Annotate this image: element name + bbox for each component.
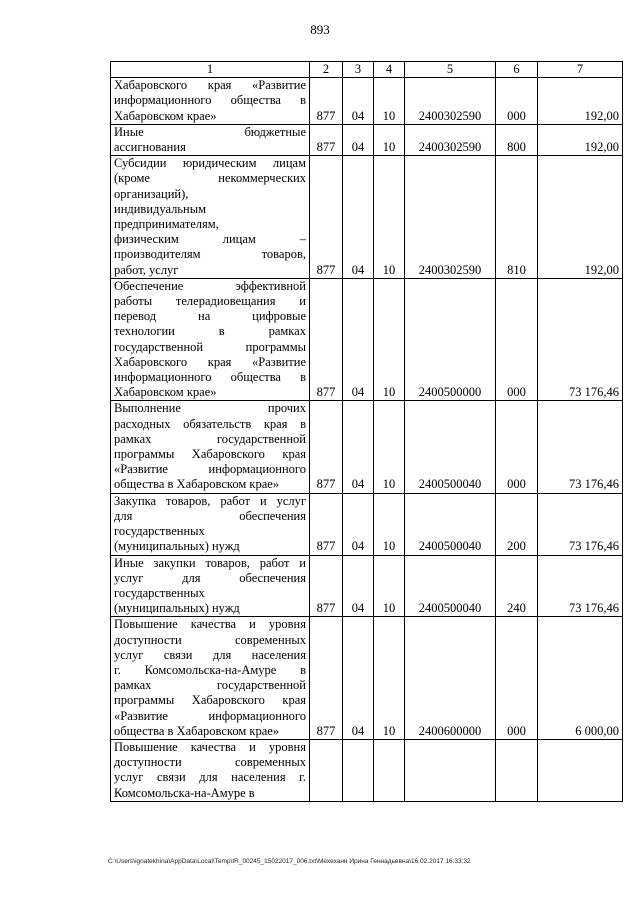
subsection-code: 10 — [374, 617, 405, 740]
description-line: информационного общества в — [114, 370, 306, 385]
expense-type-code: 000 — [496, 278, 538, 401]
table-row — [111, 555, 623, 617]
description-line: Иные бюджетные — [114, 124, 306, 139]
description-line: общества в Хабаровском крае» — [114, 477, 280, 492]
amount: 192,00 — [538, 78, 623, 125]
description-line: рамках государственной — [114, 431, 306, 446]
description-line: доступности современных — [114, 632, 306, 647]
description-line: «Развитие информационного — [114, 708, 306, 723]
section-code: 04 — [343, 617, 374, 740]
row-description — [111, 617, 310, 740]
subsection-code: 10 — [374, 555, 405, 617]
budget-table — [110, 61, 623, 802]
section-code — [343, 739, 374, 801]
row-description — [111, 156, 310, 279]
subsection-code: 10 — [374, 401, 405, 493]
description-line: услуг связи для населения — [114, 647, 306, 662]
description-line: физическим лицам – — [114, 232, 306, 247]
expense-type-code: 800 — [496, 124, 538, 155]
description-line: Хабаровского края «Развитие — [114, 78, 306, 93]
target-article-code: 2400302590 — [405, 78, 496, 125]
subsection-code: 10 — [374, 278, 405, 401]
row-description — [111, 493, 310, 555]
target-article-code: 2400500040 — [405, 401, 496, 493]
expense-type-code: 000 — [496, 617, 538, 740]
ministry-code: 877 — [310, 555, 343, 617]
section-code: 04 — [343, 156, 374, 279]
header-col-2: 2 — [310, 62, 343, 78]
description-line: общества в Хабаровском крае» — [114, 723, 280, 738]
ministry-code: 877 — [310, 124, 343, 155]
page-number: 893 — [310, 22, 330, 37]
amount — [538, 739, 623, 801]
ministry-code: 877 — [310, 493, 343, 555]
target-article-code: 2400500000 — [405, 278, 496, 401]
description-line: Закупка товаров, работ и услуг — [114, 493, 306, 508]
description-line: работ, услуг — [114, 262, 179, 277]
table-row — [111, 156, 623, 279]
subsection-code: 10 — [374, 156, 405, 279]
expense-type-code: 200 — [496, 493, 538, 555]
description-line: программы Хабаровского края — [114, 693, 306, 708]
section-code: 04 — [343, 124, 374, 155]
description-line: услуг связи для населения г. — [114, 770, 306, 785]
description-line: г. Комсомольска-на-Амуре в — [114, 662, 306, 677]
description-line: Хабаровском крае» — [114, 385, 217, 400]
description-line: Субсидии юридическим лицам — [114, 156, 306, 171]
section-code: 04 — [343, 493, 374, 555]
expense-type-code — [496, 739, 538, 801]
table-row — [111, 278, 623, 401]
description-line: расходных обязательств края в — [114, 416, 306, 431]
description-line: государственных — [114, 524, 205, 539]
description-line: для обеспечения — [114, 508, 306, 523]
row-description — [111, 739, 310, 801]
row-description — [111, 124, 310, 155]
amount: 192,00 — [538, 124, 623, 155]
subsection-code: 10 — [374, 493, 405, 555]
description-line: (муниципальных) нужд — [114, 539, 240, 554]
header-col-3: 3 — [343, 62, 374, 78]
description-line: технологии в рамках — [114, 324, 306, 339]
table-row — [111, 401, 623, 493]
description-line: Выполнение прочих — [114, 401, 306, 416]
description-line: государственной программы — [114, 339, 306, 354]
description-line: индивидуальным — [114, 201, 207, 216]
description-line: перевод на цифровые — [114, 309, 306, 324]
target-article-code: 2400302590 — [405, 156, 496, 279]
header-col-7: 7 — [538, 62, 623, 78]
ministry-code: 877 — [310, 278, 343, 401]
description-line: ассигнования — [114, 140, 186, 155]
table-row — [111, 78, 623, 125]
file-path-footer: C:\Users\ignatekhina\AppData\Local\Temp\IR_00245_15022017_006.txt\Мехеханн Ирина Геннадьевна\16.02.2017 16:33:32 — [108, 858, 471, 865]
section-code: 04 — [343, 278, 374, 401]
expense-type-code: 810 — [496, 156, 538, 279]
description-line: организаций), — [114, 186, 189, 201]
header-col-4: 4 — [374, 62, 405, 78]
description-line: государственных — [114, 585, 205, 600]
description-line: услуг для обеспечения — [114, 570, 306, 585]
target-article-code — [405, 739, 496, 801]
target-article-code: 2400600000 — [405, 617, 496, 740]
description-line: Иные закупки товаров, работ и — [114, 555, 306, 570]
description-line: Хабаровского края «Развитие — [114, 354, 306, 369]
description-line: доступности современных — [114, 755, 306, 770]
ministry-code: 877 — [310, 78, 343, 125]
description-line: (муниципальных) нужд — [114, 601, 240, 616]
amount: 73 176,46 — [538, 493, 623, 555]
description-line: Повышение качества и уровня — [114, 739, 306, 754]
description-line: работы телерадиовещания и — [114, 294, 306, 309]
ministry-code: 877 — [310, 617, 343, 740]
description-line: информационного общества в — [114, 93, 306, 108]
table-header-row — [111, 62, 623, 78]
expense-type-code: 000 — [496, 78, 538, 125]
description-line: Повышение качества и уровня — [114, 617, 306, 632]
subsection-code: 10 — [374, 78, 405, 125]
target-article-code: 2400302590 — [405, 124, 496, 155]
section-code: 04 — [343, 401, 374, 493]
table-row — [111, 739, 623, 801]
amount: 6 000,00 — [538, 617, 623, 740]
description-line: Комсомольска-на-Амуре в — [114, 785, 255, 800]
header-col-5: 5 — [405, 62, 496, 78]
amount: 73 176,46 — [538, 555, 623, 617]
expense-type-code: 000 — [496, 401, 538, 493]
ministry-code — [310, 739, 343, 801]
amount: 73 176,46 — [538, 401, 623, 493]
description-line: Обеспечение эффективной — [114, 278, 306, 293]
table-row — [111, 493, 623, 555]
target-article-code: 2400500040 — [405, 555, 496, 617]
row-description — [111, 278, 310, 401]
header-col-1: 1 — [111, 62, 310, 78]
description-line: предпринимателям, — [114, 217, 219, 232]
table-row — [111, 617, 623, 740]
section-code: 04 — [343, 555, 374, 617]
description-line: «Развитие информационного — [114, 462, 306, 477]
ministry-code: 877 — [310, 401, 343, 493]
description-line: Хабаровском крае» — [114, 108, 217, 123]
row-description — [111, 555, 310, 617]
amount: 192,00 — [538, 156, 623, 279]
description-line: производителям товаров, — [114, 247, 306, 262]
subsection-code: 10 — [374, 124, 405, 155]
header-col-6: 6 — [496, 62, 538, 78]
ministry-code: 877 — [310, 156, 343, 279]
expense-type-code: 240 — [496, 555, 538, 617]
target-article-code: 2400500040 — [405, 493, 496, 555]
description-line: рамках государственной — [114, 678, 306, 693]
row-description — [111, 401, 310, 493]
row-description — [111, 78, 310, 125]
description-line: программы Хабаровского края — [114, 447, 306, 462]
table-row — [111, 124, 623, 155]
section-code: 04 — [343, 78, 374, 125]
description-line: (кроме некоммерческих — [114, 171, 306, 186]
subsection-code — [374, 739, 405, 801]
amount: 73 176,46 — [538, 278, 623, 401]
